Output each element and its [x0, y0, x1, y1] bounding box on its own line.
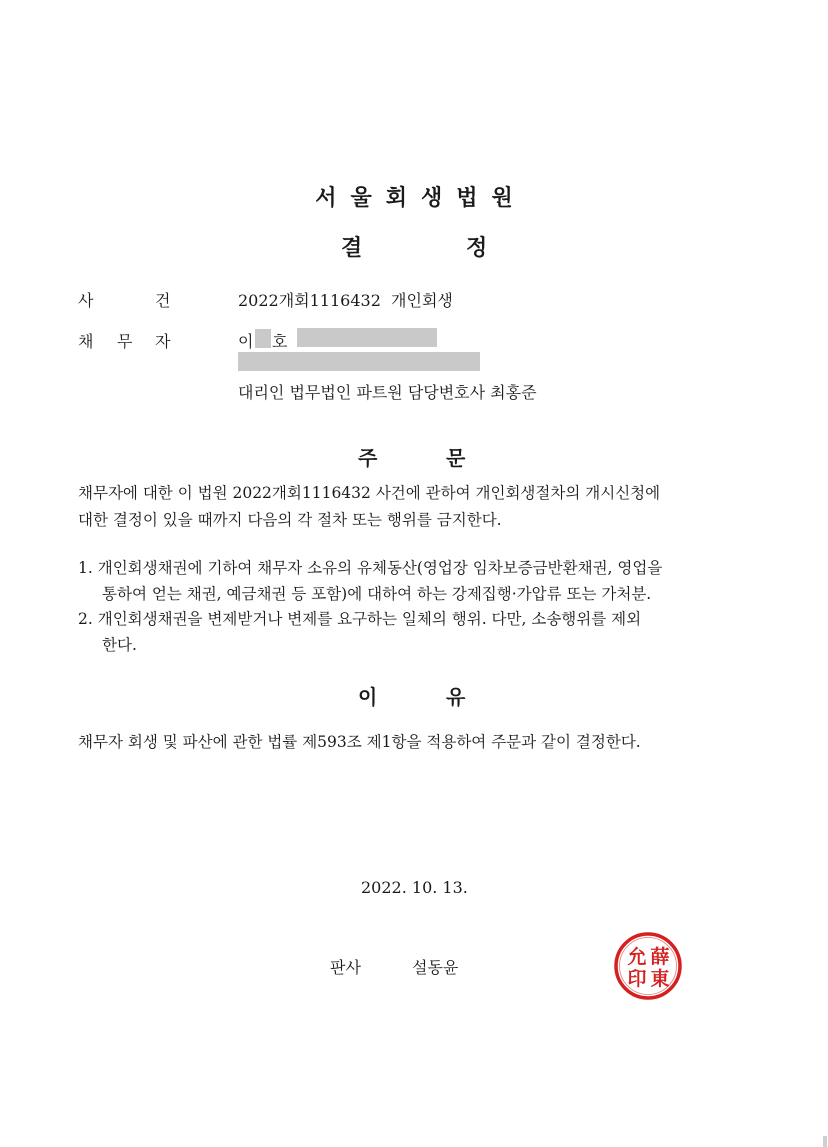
debtor-representative: 대리인 법무법인 파트원 담당변호사 최홍준 [238, 383, 537, 402]
court-name: 서울회생법원 [315, 186, 527, 211]
page-edge-mark [823, 1136, 827, 1147]
order-heading-char-2: 문 [446, 446, 466, 470]
order-item-1-line-1: 1. 개인회생채권에 기하여 채무자 소유의 유체동산(영업장 임차보증금반환채권, 영업을 [78, 559, 663, 577]
document-title-char-1: 결 [341, 236, 363, 261]
debtor-label-char-1: 채 [78, 332, 94, 351]
svg-text:薛: 薛 [650, 946, 670, 968]
debtor-name-first: 이 [238, 332, 254, 351]
reason-heading-char-1: 이 [358, 685, 378, 709]
document-title-char-2: 정 [466, 236, 488, 261]
svg-text:允: 允 [627, 946, 647, 968]
order-item-1-line-2: 통하여 얻는 채권, 예금채권 등 포함)에 대하여 하는 강제집행·가압류 또는 가처분. [102, 585, 652, 603]
redaction-address [238, 352, 480, 371]
judge-title: 판사 [330, 958, 361, 977]
case-label-char-1: 사 [78, 291, 94, 310]
decision-date: 2022. 10. 13. [361, 878, 468, 897]
redaction-name-middle [255, 329, 271, 348]
svg-text:印: 印 [627, 968, 647, 990]
svg-text:東: 東 [650, 968, 670, 990]
order-heading-char-1: 주 [358, 446, 378, 470]
judge-name: 설동윤 [412, 958, 459, 977]
judge-seal-stamp [612, 930, 684, 1002]
order-item-2-line-1: 2. 개인회생채권을 변제받거나 변제를 요구하는 일체의 행위. 다만, 소송행위를 제외 [78, 610, 642, 628]
redaction-resident-number [297, 328, 437, 347]
case-number: 2022개회1116432 개인회생 [238, 291, 453, 310]
debtor-name-last: 호 [272, 332, 288, 351]
reason-heading-char-2: 유 [446, 685, 466, 709]
order-item-2-line-2: 한다. [102, 636, 137, 654]
debtor-label-char-3: 자 [155, 332, 171, 351]
case-label-char-2: 건 [155, 291, 171, 310]
order-intro-line-1: 채무자에 대한 이 법원 2022개회1116432 사건에 관하여 개인회생절차의 개시신청에 [78, 484, 661, 502]
reason-text: 채무자 회생 및 파산에 관한 법률 제593조 제1항을 적용하여 주문과 같이 결정한다. [78, 733, 641, 751]
debtor-label-char-2: 무 [117, 332, 133, 351]
order-intro-line-2: 대한 결정이 있을 때까지 다음의 각 절차 또는 행위를 금지한다. [78, 511, 502, 529]
